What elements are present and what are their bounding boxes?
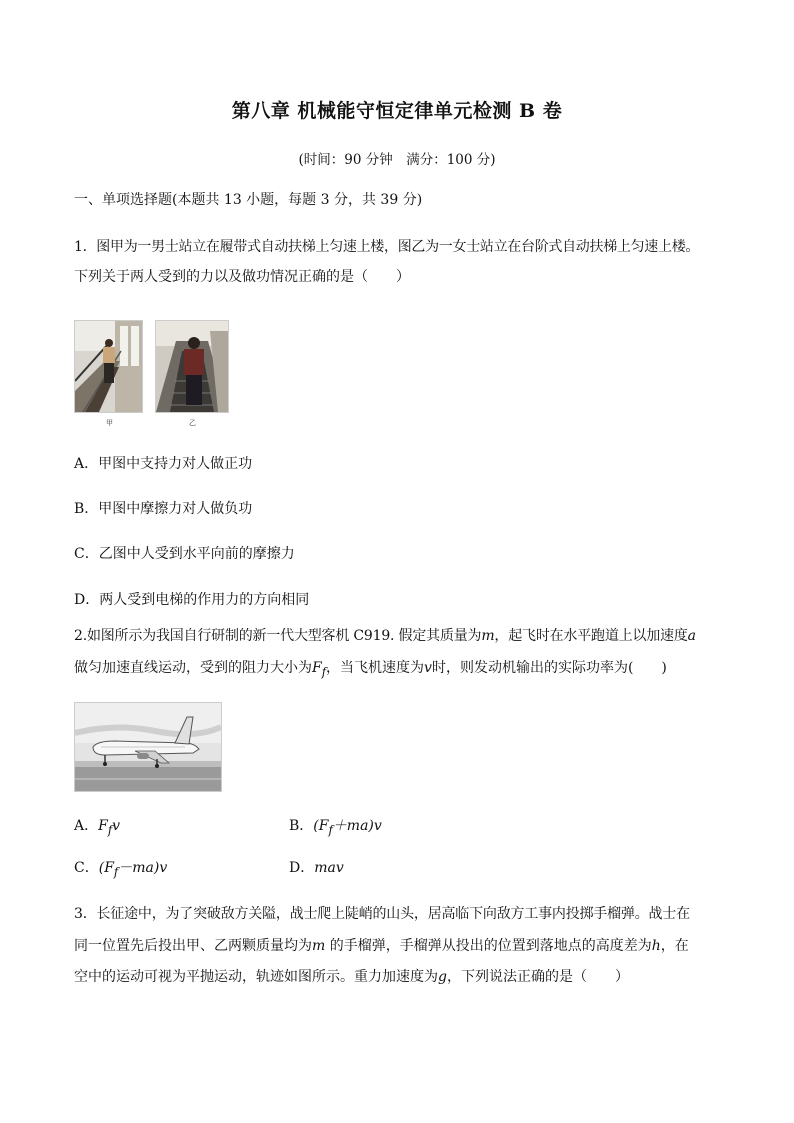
q2-option-c-value: －ma)v: [118, 860, 168, 876]
section-heading: 一、单项选择题(本题共 13 小题，每题 3 分，共 39 分): [74, 192, 423, 208]
q1-option-c[interactable]: C．乙图中人受到水平向前的摩擦力: [74, 546, 295, 562]
q2-option-a-value: v: [112, 818, 121, 834]
figure-a-caption: 甲: [106, 419, 113, 427]
q2-option-b[interactable]: [289, 816, 382, 840]
q2-stem-line2-text-b: ，当飞机速度为: [326, 660, 425, 676]
q2-option-c-label: C．: [74, 860, 99, 876]
q2-stem-line2-text-a: 做匀加速直线运动，受到的阻力大小为: [74, 660, 312, 676]
var-h: h: [651, 938, 661, 954]
q2-option-b-label: B．: [289, 818, 314, 834]
q2-option-b-value: ＋ma)v: [332, 818, 382, 834]
page-title: 第八章 机械能守恒定律单元检测 B 卷: [231, 100, 563, 122]
q1-stem-line2: 下列关于两人受到的力以及做功情况正确的是（ ）: [74, 269, 410, 285]
q3-stem-line2: [74, 936, 734, 956]
var-F: F: [104, 860, 114, 876]
figure-escalator-a: [74, 320, 143, 413]
page-subtitle: (时间：90 分钟 满分：100 分): [298, 152, 496, 168]
q2-stem-line1-text-b: ，起飞时在水平跑道上以加速度: [494, 628, 688, 644]
q2-option-d-label: D．: [289, 860, 315, 876]
q3-stem-line2-text-c: ，在: [660, 938, 689, 954]
q3-stem-line3-text-a: 空中的运动可视为平抛运动，轨迹如图所示。重力加速度为: [74, 969, 438, 985]
var-m: m: [481, 628, 495, 644]
var-f-subscript: f: [113, 864, 119, 879]
var-f-subscript: f: [328, 822, 333, 837]
var-a: a: [687, 628, 696, 644]
q2-option-c[interactable]: [74, 858, 167, 882]
figure-escalator-b: [155, 320, 229, 413]
escalator-b-photo: [156, 321, 228, 412]
figure-airplane: [74, 702, 222, 792]
var-f-subscript: f: [321, 664, 327, 679]
escalator-a-photo: [75, 321, 142, 412]
q3-stem-line3: [74, 967, 734, 987]
q2-stem-line2-text-c: 时，则发动机输出的实际功率为( ): [431, 660, 667, 676]
var-F: F: [312, 660, 322, 676]
q1-stem-line1: 1．图甲为一男士站立在履带式自动扶梯上匀速上楼，图乙为一女士站立在台阶式自动扶梯上匀速上楼。: [74, 239, 700, 255]
q2-stem-line1: [74, 626, 734, 646]
var-g: g: [438, 969, 447, 985]
figure-b-caption: 乙: [189, 419, 196, 427]
q2-stem-line2: [74, 658, 734, 682]
q2-option-c-paren: (: [98, 860, 105, 876]
q2-option-d-value: mav: [314, 860, 344, 876]
var-f-subscript: f: [107, 822, 113, 837]
var-m: m: [312, 938, 326, 954]
var-v: v: [424, 660, 432, 676]
q2-option-d[interactable]: [289, 858, 344, 878]
var-F: F: [98, 818, 108, 834]
var-F: F: [318, 818, 329, 834]
q1-option-a[interactable]: A．甲图中支持力对人做正功: [74, 456, 253, 472]
q1-option-d[interactable]: D．两人受到电梯的作用力的方向相同: [74, 592, 310, 608]
q3-stem-line3-text-b: ，下列说法正确的是（ ）: [446, 969, 629, 985]
q2-option-a-label: A．: [74, 818, 99, 834]
q3-stem-line1: 3．长征途中，为了突破敌方关隘，战士爬上陡峭的山头，居高临下向敌方工事内投掷手榴弹。战士在: [74, 906, 690, 922]
q1-option-b[interactable]: B．甲图中摩擦力对人做负功: [74, 501, 253, 517]
q3-stem-line2-text-a: 同一位置先后投出甲、乙两颗质量均为: [74, 938, 312, 954]
q2-stem-line1-text-a: 2.如图所示为我国自行研制的新一代大型客机 C919. 假定其质量为: [74, 628, 482, 644]
q2-option-a[interactable]: [74, 816, 120, 840]
airplane-photo: [75, 703, 221, 791]
q3-stem-line2-text-b: 的手榴弹，手榴弹从投出的位置到落地点的高度差为: [325, 938, 652, 954]
q2-option-b-paren: (: [313, 818, 319, 834]
